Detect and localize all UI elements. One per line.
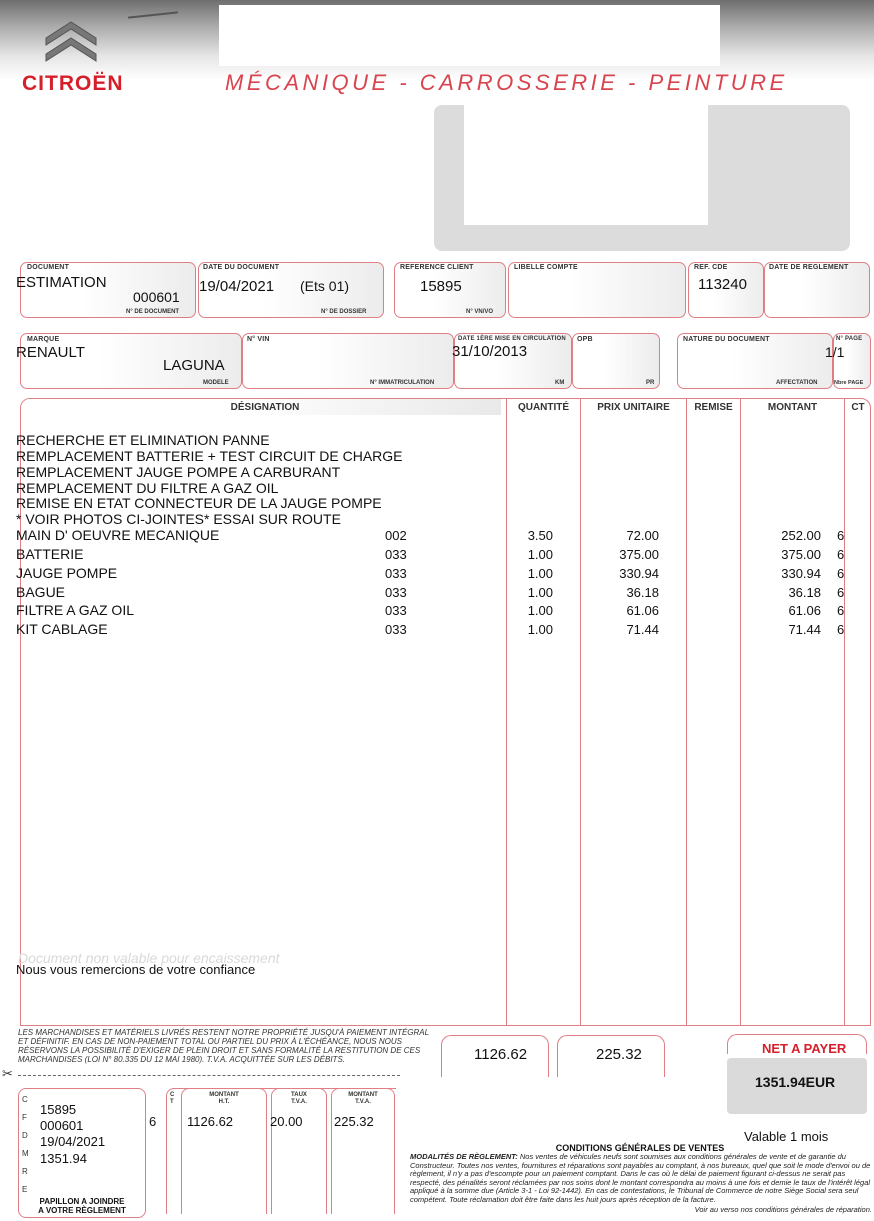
modele-value: LAGUNA [163,357,225,374]
row-montant: 330.94 [781,566,821,581]
date-label: DATE DU DOCUMENT [203,264,280,271]
col-header-designation: DÉSIGNATION [230,402,300,413]
document-number: 000601 [133,289,180,305]
legal-notice: LES MARCHANDISES ET MATÉRIELS LIVRÉS RESTENT NOTRE PROPRIÉTÉ JUSQU'À PAIEMENT INTÉGRAL ET DÉFINITIF. EN CAS DE NON-PAIEMENT TOTAL OU PARTIEL DU PRIX À L'ÉCHÉANCE, NOUS NOUS RÉSERVONS LA POSSIBILITÉ D'EXIGER DE PLEIN DROIT ET SANS FORMALITÉ LA RESTITUTION DE CES MARCHANDISES (LOI N° 80.335 DU 12 MAI 1980). T.V.A. ACQUITTÉE SUR LES DÉBITS. [18,1028,429,1064]
stub-client: 15895 [40,1102,77,1117]
row-prix: 72.00 [626,528,659,543]
brand-name: CITROËN [22,72,124,95]
row-quantite: 1.00 [527,566,553,581]
row-ct: 6 [837,566,845,581]
stub-letter: E [22,1185,28,1194]
row-montant: 252.00 [781,528,821,543]
modele-label: MODELE [203,380,229,386]
row-prix: 71.44 [626,622,659,637]
tva-header-taux-2: T.V.A. [291,1099,307,1105]
col-divider [686,398,687,1026]
watermark-text: Document non valable pour encaissement [18,950,280,966]
nature-label: NATURE DU DOCUMENT [683,336,770,343]
redacted-header-area [219,5,720,66]
valable-text: Valable 1 mois [744,1129,829,1144]
tva-col-montant [331,1088,395,1214]
pr-label: PR [646,380,655,386]
col-divider [506,398,507,1026]
km-label: KM [555,380,565,386]
row-quantite: 1.00 [527,603,553,618]
col-divider [844,398,845,1026]
row-montant: 375.00 [781,547,821,562]
conditions-title: CONDITIONS GÉNÉRALES DE VENTES [555,1143,725,1153]
col-header-prix-unitaire: PRIX UNITAIRE [597,402,670,413]
row-designation: FILTRE A GAZ OIL [16,602,134,618]
col-divider [580,398,581,1026]
net-value: 1351.94 [755,1074,806,1090]
net-a-payer-amount [755,1074,835,1090]
affectation-label: AFFECTATION [776,380,818,386]
page-label: N° PAGE [836,336,863,342]
row-designation: JAUGE POMPE [16,565,118,581]
row-montant: 71.44 [788,622,821,637]
description-line: REMPLACEMENT BATTERIE + TEST CIRCUIT DE CHARGE [16,448,403,464]
tva-taux: 20.00 [270,1114,303,1129]
stub-letter: D [22,1131,28,1140]
marque-value: RENAULT [16,344,85,361]
row-code: 033 [385,603,407,618]
redacted-address [464,105,708,225]
stub-document: 000601 [40,1118,84,1133]
tva-ct: 6 [149,1114,157,1129]
tva-header-ct-1: C [170,1092,175,1098]
row-montant: 36.18 [788,585,821,600]
total-tva-value: 225.32 [596,1046,642,1063]
tva-montant: 225.32 [334,1114,374,1129]
stub-letter: C [22,1095,28,1104]
col-header-remise: REMISE [694,402,733,413]
row-designation: KIT CABLAGE [16,621,108,637]
marque-label: MARQUE [27,336,60,343]
col-divider [740,398,741,1026]
stub-date: 19/04/2021 [40,1134,106,1149]
row-montant: 61.06 [788,603,821,618]
tva-col-taux [271,1088,327,1214]
row-designation: BATTERIE [16,546,84,562]
ets-value: (Ets 01) [300,278,350,294]
thanks-text: Nous vous remercions de votre confiance [16,962,256,977]
description-line: REMPLACEMENT JAUGE POMPE A CARBURANT [16,464,341,480]
ref-client-label: REFERENCE CLIENT [400,264,474,271]
row-code: 033 [385,566,407,581]
tva-header-ct-2: T [170,1099,174,1105]
stub-letter: R [22,1167,28,1176]
libelle-label: LIBELLE COMPTE [514,264,578,271]
description-line: REMPLACEMENT DU FILTRE A GAZ OIL [16,480,279,496]
conditions-lead: MODALITÉS DE RÈGLEMENT: [410,1152,518,1161]
citroen-chevrons-icon [42,8,100,66]
document-number-label: N° DE DOCUMENT [126,309,180,315]
description-line: RECHERCHE ET ELIMINATION PANNE [16,432,270,448]
stub-letter: F [22,1113,27,1122]
row-designation: BAGUE [16,584,66,600]
ref-client-value: 15895 [420,278,462,295]
conditions-text [410,1153,872,1205]
ref-cde-label: REF. CDE [694,264,728,271]
date-reglement-label: DATE DE REGLEMENT [769,264,849,271]
net-a-payer-label: NET A PAYER [762,1041,847,1056]
mise-circulation-value: 31/10/2013 [452,343,528,360]
opb-label: OPB [577,336,593,343]
row-quantite: 1.00 [527,622,553,637]
row-code: 033 [385,547,407,562]
tva-ht: 1126.62 [187,1114,234,1129]
immatriculation-label: N° IMMATRICULATION [370,380,435,386]
row-prix: 36.18 [626,585,659,600]
date-value: 19/04/2021 [199,278,275,295]
row-code: 002 [385,528,407,543]
tagline: MÉCANIQUE - CARROSSERIE - PEINTURE [225,70,788,95]
net-a-payer-frame [727,1034,867,1054]
stub-amount: 1351.94 [40,1151,87,1166]
verso-text: Voir au verso nos conditions générales de réparation. [694,1205,872,1214]
row-quantite: 1.00 [527,547,553,562]
stub-papillon-2: A VOTRE RÈGLEMENT [38,1206,126,1215]
row-prix: 330.94 [619,566,659,581]
tva-header-taux-1: TAUX [291,1092,307,1098]
tva-header-mt-2: T.V.A. [355,1099,371,1105]
dossier-label: N° DE DOSSIER [321,309,367,315]
row-ct: 6 [837,547,845,562]
nbre-page-label: Nbre PAGE [834,380,864,386]
col-header-quantite: QUANTITÉ [517,402,570,413]
row-quantite: 3.50 [527,528,553,543]
row-code: 033 [385,585,407,600]
scissors-icon: ✂ [2,1066,13,1081]
row-ct: 6 [837,622,845,637]
tva-header-mt-1: MONTANT [348,1092,378,1098]
description-line: REMISE EN ETAT CONNECTEUR DE LA JAUGE POMPE [16,495,382,511]
stub-letter: M [22,1149,29,1158]
net-currency: EUR [805,1074,836,1090]
row-ct: 6 [837,528,845,543]
document-label: DOCUMENT [27,264,70,271]
cut-line [18,1075,400,1076]
tva-header-ht-2: H.T. [218,1099,230,1105]
row-code: 033 [385,622,407,637]
tva-header-ht-1: MONTANT [209,1092,239,1098]
col-header-montant: MONTANT [767,402,818,413]
ref-cde-value: 113240 [698,276,747,293]
row-quantite: 1.00 [527,585,553,600]
row-prix: 375.00 [619,547,659,562]
col-header-ct: CT [851,402,865,413]
row-ct: 6 [837,603,845,618]
tva-col-ht [181,1088,267,1214]
document-value: ESTIMATION [16,274,107,291]
mise-circulation-label: DATE 1ÈRE MISE EN CIRCULATION [458,336,566,342]
stub-papillon-1: PAPILLON A JOINDRE [39,1197,125,1206]
vin-label: N° VIN [247,336,270,343]
total-ht-value: 1126.62 [474,1046,528,1063]
description-line: * VOIR PHOTOS CI-JOINTES* ESSAI SUR ROUTE [16,511,341,527]
conditions-body: Nos ventes de véhicules neufs sont soumises aux conditions générales de vente et de garantie du Constructeur. Toutes nos ventes, fournitures et réparations sont payables au comptant, à nos bureaux, quel que soit le mode d'envoi ou de règlement, il n'y a pas d'escompte pour un paiement comptant. Dans le cas où le délai de paiement figurant ci-dessus ne serait pas respecté, des pénalités seront réclamées par nos soins dont le montant correspondra au moins à une fois et demie le taux de l'intérêt légal appliqué à la somme due (Article 3-1 - Loi 92-1442). En cas de contestations, le Tribunal de Commerce de notre Siège Social sera seul compétent. Toute réclamation doit être faite dans les huit jours après réception de la facture. [410,1152,871,1204]
vnvo-label: N° VN/VO [466,309,494,315]
row-designation: MAIN D' OEUVRE MECANIQUE [16,527,220,543]
page-value: 1/1 [825,344,845,360]
row-prix: 61.06 [626,603,659,618]
row-ct: 6 [837,585,845,600]
